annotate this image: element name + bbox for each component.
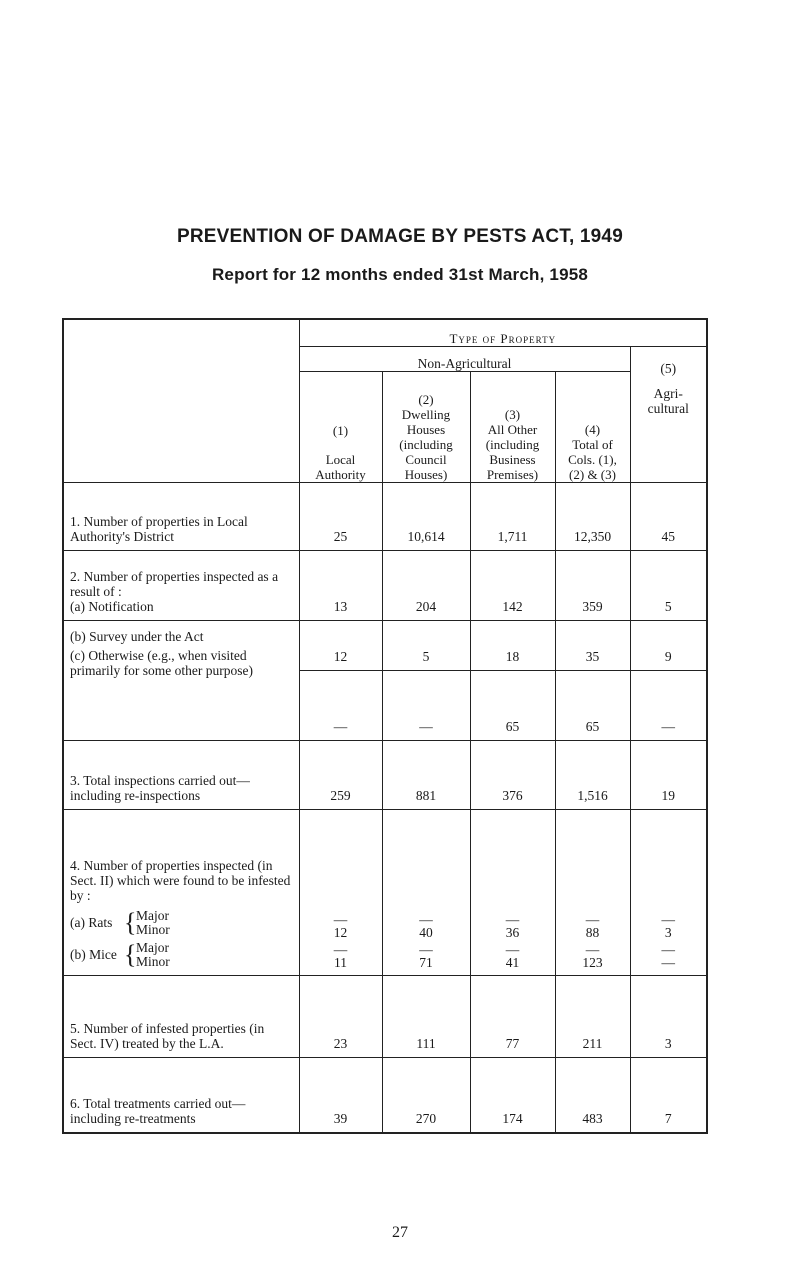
mice-major-value: — (333, 941, 348, 957)
col4-label: Total of Cols. (1), (2) & (3) (568, 436, 617, 482)
col5-header (630, 346, 707, 482)
table-row-3 (63, 740, 707, 809)
col5-label: Agri- cultural (647, 385, 689, 416)
col1-num: (1) (332, 422, 349, 438)
row2c-cell: — (630, 670, 707, 740)
row6-label: 6. Total treatments carried out—including re-treatments (63, 1057, 299, 1133)
table-row-5 (63, 975, 707, 1057)
row6-cell: 483 (555, 1057, 630, 1133)
col3-header (470, 371, 555, 482)
page-title: PREVENTION OF DAMAGE BY PESTS ACT, 1949 (177, 226, 623, 247)
page-subtitle: Report for 12 months ended 31st March, 1958 (211, 265, 589, 284)
col3-label: All Other (including Business Premises) (485, 421, 540, 482)
row4-heading: 4. Number of properties inspected (in Sect. II) which were found to be infested by : (70, 857, 291, 903)
mice-minor-value: — (661, 954, 676, 970)
mice-minor-value: 11 (334, 954, 347, 970)
table-row-6 (63, 1057, 707, 1133)
row1-cell: 12,350 (555, 482, 630, 550)
row5-label: 5. Number of infested properties (in Sect. IV) treated by the L.A. (63, 975, 299, 1057)
table-row-1 (63, 482, 707, 550)
col4-num: (4) (584, 421, 601, 437)
rats-major-value: — (661, 911, 676, 927)
col2-num: (2) (418, 391, 434, 407)
pests-report-table (62, 318, 708, 1134)
mice-group (70, 941, 293, 969)
row1-cell: 25 (299, 482, 382, 550)
row2c-cell: 65 (555, 670, 630, 740)
row2b-cell: 35 (555, 620, 630, 670)
row3-label: 3. Total inspections carried out—including re-inspections (63, 740, 299, 809)
row5-cell: 77 (470, 975, 555, 1057)
mice-label: (b) Mice (70, 947, 117, 962)
row2b-cell: 12 (299, 620, 382, 670)
col3-num: (3) (504, 406, 521, 422)
rats-minor-label: Minor (136, 921, 170, 937)
brace-icon: { (124, 939, 137, 969)
row2c-cell: 65 (470, 670, 555, 740)
row2b-cell: 18 (470, 620, 555, 670)
rats-major-label: Major (136, 907, 169, 923)
row4-cell (630, 809, 707, 975)
row6-cell: 270 (382, 1057, 470, 1133)
col1-header (299, 371, 382, 482)
row5-cell: 211 (555, 975, 630, 1057)
rats-minor-value: 12 (333, 924, 348, 940)
row2c-cell: — (382, 670, 470, 740)
rats-major-value: — (505, 911, 520, 927)
row3-cell: 376 (470, 740, 555, 809)
row1-cell: 1,711 (470, 482, 555, 550)
row2b-cell: 5 (382, 620, 470, 670)
row2-heading: 2. Number of properties inspected as a result of : (70, 568, 279, 599)
row2c-sublabel: (c) Otherwise (e.g., when visited primarily for some other purpose) (70, 647, 253, 678)
brace-icon: { (124, 907, 137, 937)
row2c-cell: — (299, 670, 382, 740)
mice-major-label: Major (136, 939, 169, 955)
col2-label: Dwelling Houses (including Council Houses) (399, 406, 453, 482)
row2a-cell: 359 (555, 550, 630, 620)
row2a-sublabel: (a) Notification (70, 598, 154, 614)
row4-cell (299, 809, 382, 975)
row3-cell: 1,516 (555, 740, 630, 809)
row2a-cell: 204 (382, 550, 470, 620)
rats-group (70, 909, 293, 937)
row3-cell: 881 (382, 740, 470, 809)
row6-cell: 174 (470, 1057, 555, 1133)
header-row-type (63, 319, 707, 346)
row4-label (63, 809, 299, 975)
mice-minor-value: 71 (419, 954, 433, 970)
row2bc-label (63, 620, 299, 740)
rats-major-value: — (585, 911, 600, 927)
row4-cell (555, 809, 630, 975)
row1-cell: 10,614 (382, 482, 470, 550)
row1-label: 1. Number of properties in Local Authority's District (63, 482, 299, 550)
row5-cell: 23 (299, 975, 382, 1057)
row2b-cell: 9 (630, 620, 707, 670)
row2a-cell: 142 (470, 550, 555, 620)
mice-major-value: — (505, 941, 520, 957)
row3-cell: 19 (630, 740, 707, 809)
table-row-4 (63, 809, 707, 975)
page-number: 27 (392, 1224, 408, 1241)
non-agricultural-header: Non-Agricultural (299, 346, 630, 371)
row1-cell: 45 (630, 482, 707, 550)
mice-minor-value: 123 (582, 954, 603, 970)
row2b-sublabel: (b) Survey under the Act (70, 628, 204, 644)
mice-major-value: — (419, 941, 433, 957)
rats-major-value: — (333, 911, 348, 927)
row5-cell: 3 (630, 975, 707, 1057)
rats-label: (a) Rats (70, 915, 113, 930)
rats-major-value: — (419, 911, 433, 927)
row4-cell (470, 809, 555, 975)
col5-num: (5) (660, 360, 677, 376)
col4-header (555, 371, 630, 482)
table-row-2b (63, 620, 707, 670)
row2a-cell: 5 (630, 550, 707, 620)
rats-minor-value: 40 (419, 924, 433, 940)
col2-header (382, 371, 470, 482)
type-of-property-header: Type of Property (299, 319, 707, 346)
rats-minor-value: 36 (505, 924, 520, 940)
mice-minor-value: 41 (505, 954, 520, 970)
row3-cell: 259 (299, 740, 382, 809)
row2a-cell: 13 (299, 550, 382, 620)
row6-cell: 39 (299, 1057, 382, 1133)
table-row-2a (63, 550, 707, 620)
rats-minor-value: 3 (664, 924, 672, 940)
col1-label: Local Authority (315, 451, 366, 482)
row4-cell (382, 809, 470, 975)
header-blank-cell (63, 319, 299, 482)
row5-cell: 111 (382, 975, 470, 1057)
rats-minor-value: 88 (585, 924, 600, 940)
mice-major-value: — (661, 941, 676, 957)
mice-major-value: — (585, 941, 600, 957)
row6-cell: 7 (630, 1057, 707, 1133)
mice-minor-label: Minor (136, 953, 170, 969)
row2a-label (63, 550, 299, 620)
